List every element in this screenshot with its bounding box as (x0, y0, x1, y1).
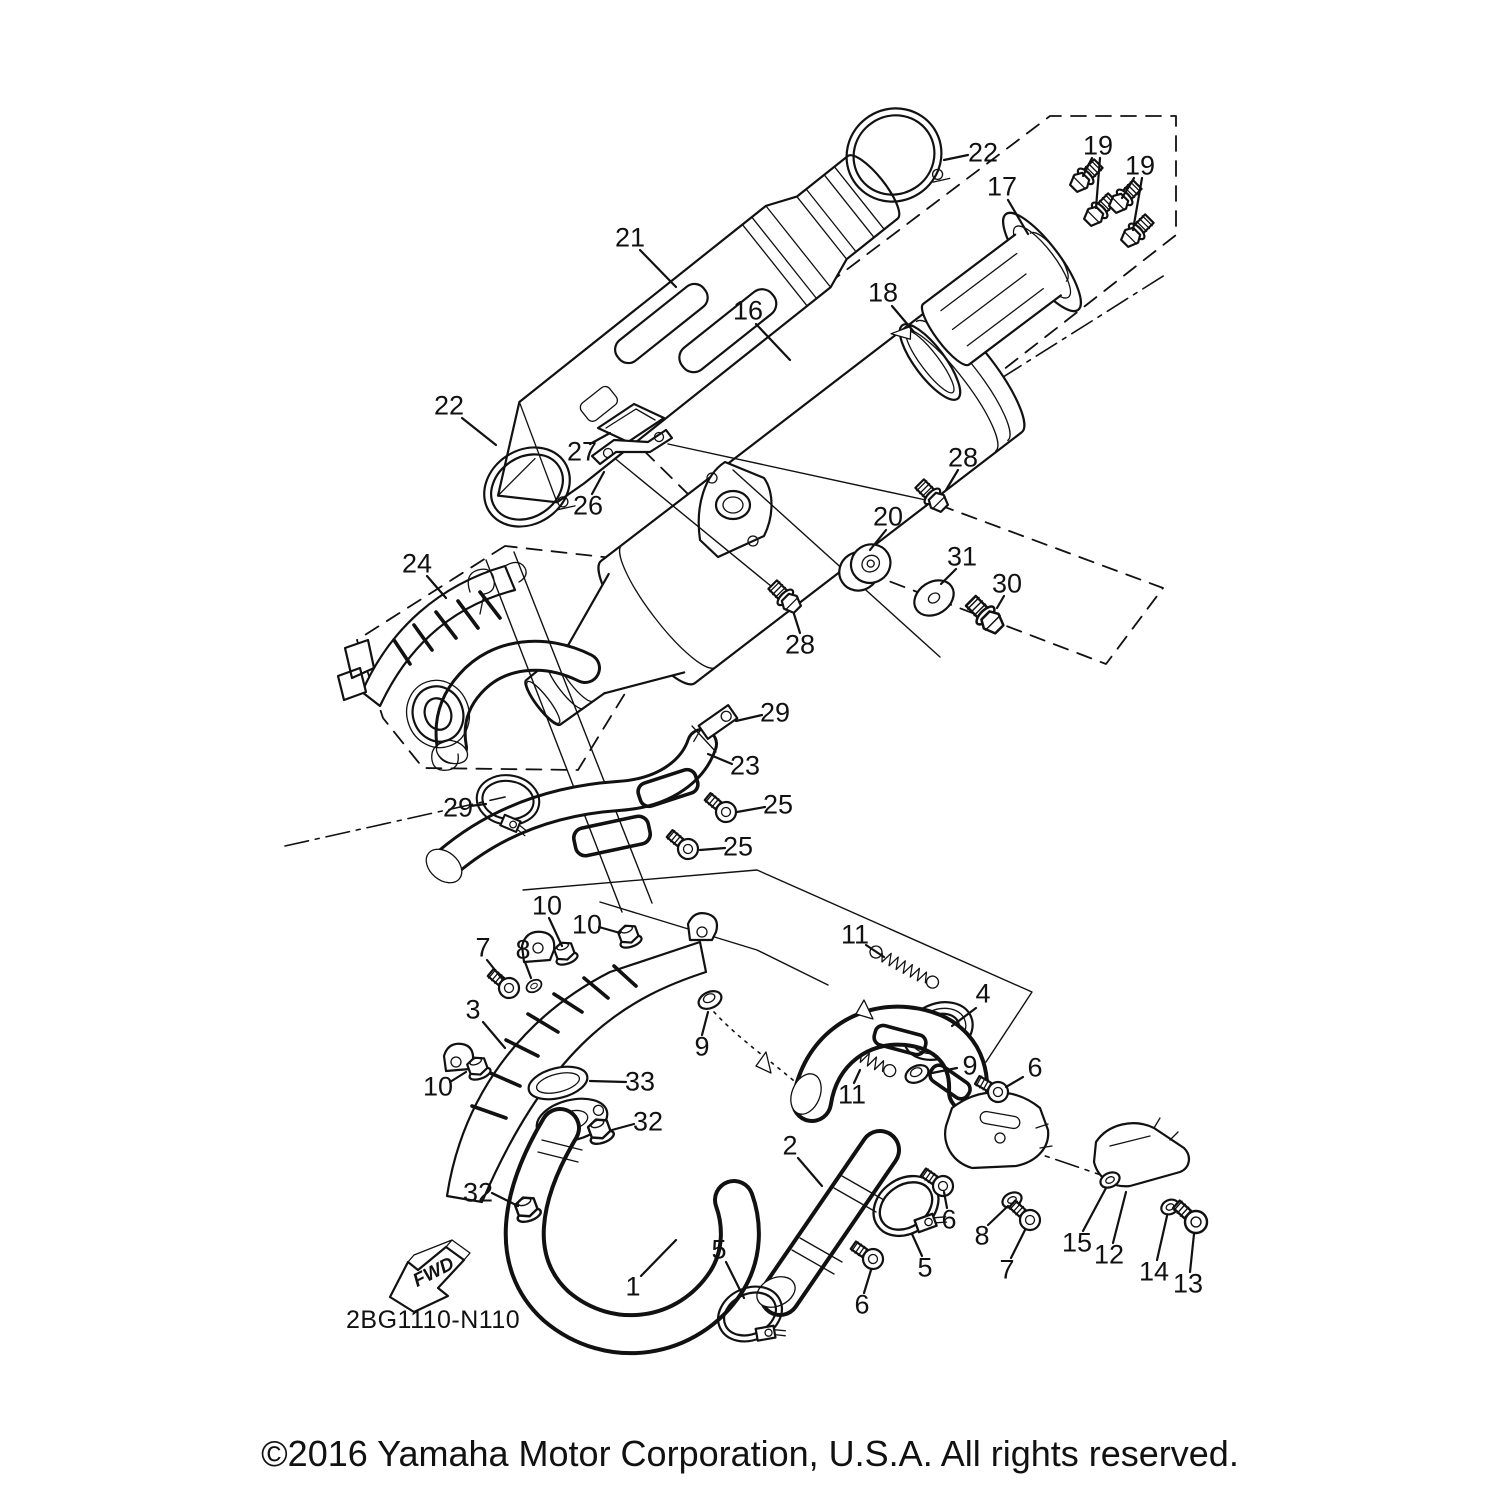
callout-2: 2 (782, 1130, 798, 1161)
callout-25: 25 (722, 831, 754, 862)
callout-29: 29 (442, 792, 474, 823)
callout-31: 31 (946, 541, 978, 572)
callout-1: 1 (625, 1271, 641, 1302)
callout-8: 8 (974, 1220, 990, 1251)
callout-10: 10 (571, 909, 603, 940)
callout-23: 23 (729, 750, 761, 781)
callout-15: 15 (1061, 1227, 1093, 1258)
callout-22: 22 (967, 137, 999, 168)
callout-7: 7 (999, 1254, 1015, 1285)
callout-12: 12 (1093, 1239, 1125, 1270)
callout-5: 5 (711, 1234, 727, 1265)
rear-pipe-2 (696, 944, 1052, 1360)
callout-17: 17 (986, 171, 1018, 202)
callout-5: 5 (917, 1252, 933, 1283)
callout-11: 11 (837, 1079, 867, 1110)
callout-16: 16 (732, 295, 764, 326)
callout-32: 32 (632, 1106, 664, 1137)
callout-32: 32 (462, 1177, 494, 1208)
callout-6: 6 (941, 1204, 957, 1235)
callout-22: 22 (433, 390, 465, 421)
callout-26: 26 (572, 490, 604, 521)
callout-27: 27 (566, 436, 598, 467)
callout-6: 6 (854, 1289, 870, 1320)
callout-4: 4 (975, 978, 991, 1009)
callout-14: 14 (1138, 1256, 1170, 1287)
pipe-stay-12 (1094, 1118, 1212, 1238)
callout-8: 8 (515, 934, 531, 965)
callout-18: 18 (867, 277, 899, 308)
callout-21: 21 (614, 222, 646, 253)
bolt-19 (1118, 212, 1157, 251)
callout-9: 9 (694, 1031, 710, 1062)
callout-13: 13 (1172, 1268, 1204, 1299)
callout-29: 29 (759, 697, 791, 728)
callout-10: 10 (531, 890, 563, 921)
callout-33: 33 (624, 1066, 656, 1097)
callout-30: 30 (991, 568, 1023, 599)
callout-28: 28 (784, 629, 816, 660)
fwd-arrow-label: FWD (409, 1253, 458, 1292)
callout-6: 6 (1027, 1052, 1043, 1083)
callout-28: 28 (947, 442, 979, 473)
callout-3: 3 (465, 994, 481, 1025)
callout-20: 20 (872, 501, 904, 532)
callout-24: 24 (401, 548, 433, 579)
drawing-code: 2BG1110-N110 (346, 1306, 521, 1334)
callout-11: 11 (840, 919, 870, 950)
callout-19: 19 (1082, 130, 1114, 161)
callout-25: 25 (762, 789, 794, 820)
callout-19: 19 (1124, 150, 1156, 181)
callout-10: 10 (422, 1071, 454, 1102)
copyright-notice: ©2016 Yamaha Motor Corporation, U.S.A. All rights reserved. (261, 1433, 1239, 1474)
callout-7: 7 (475, 932, 491, 963)
callout-9: 9 (962, 1050, 978, 1081)
